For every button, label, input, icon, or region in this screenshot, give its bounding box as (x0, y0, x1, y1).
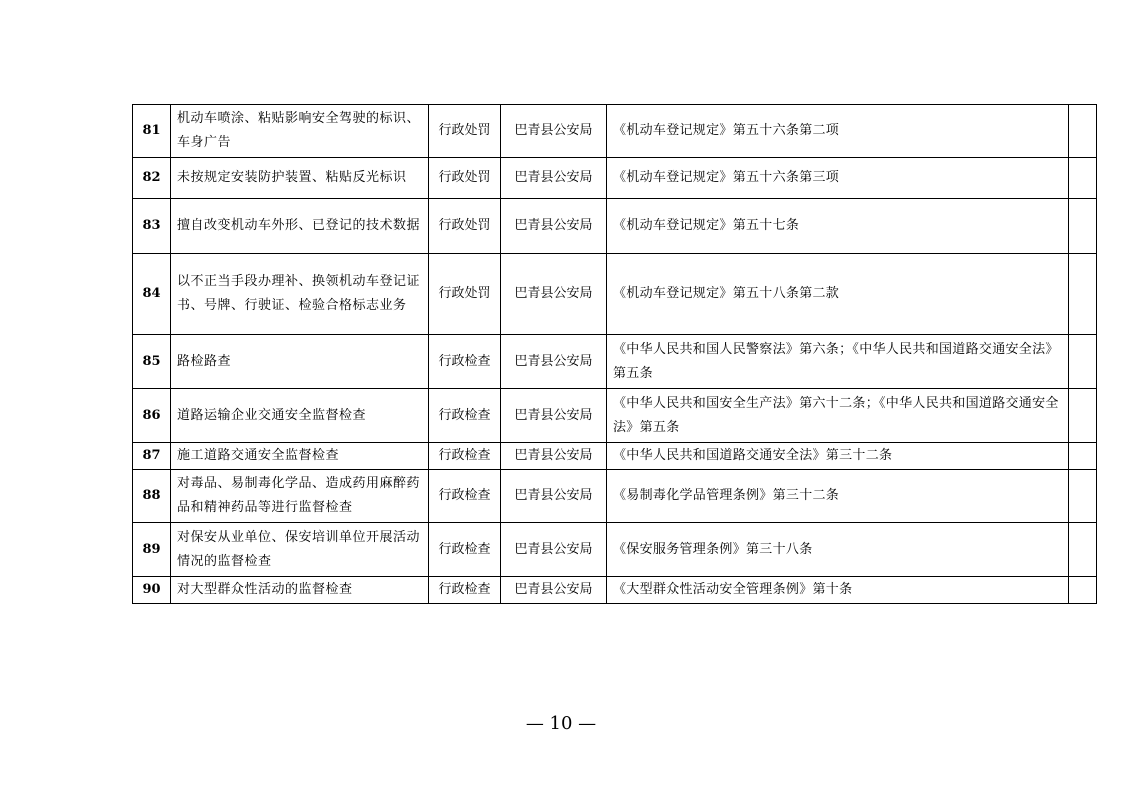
remarks-cell (1069, 523, 1097, 577)
legal-basis: 《机动车登记规定》第五十六条第三项 (607, 158, 1069, 199)
table-row (133, 158, 1097, 199)
row-number: 85 (133, 335, 171, 389)
legal-basis: 《中华人民共和国道路交通安全法》第三十二条 (607, 443, 1069, 470)
item-category: 行政检查 (429, 389, 501, 443)
table-row (133, 470, 1097, 523)
item-category: 行政处罚 (429, 254, 501, 335)
legal-basis: 《易制毒化学品管理条例》第三十二条 (607, 470, 1069, 523)
item-name: 对大型群众性活动的监督检查 (171, 577, 429, 604)
responsible-department: 巴青县公安局 (501, 577, 607, 604)
remarks-cell (1069, 199, 1097, 254)
responsible-department: 巴青县公安局 (501, 443, 607, 470)
row-number: 87 (133, 443, 171, 470)
item-category: 行政检查 (429, 523, 501, 577)
table-row (133, 443, 1097, 470)
table-row (133, 254, 1097, 335)
remarks-cell (1069, 335, 1097, 389)
table-row (133, 199, 1097, 254)
row-number: 83 (133, 199, 171, 254)
responsible-department: 巴青县公安局 (501, 389, 607, 443)
item-name: 施工道路交通安全监督检查 (171, 443, 429, 470)
item-name: 对毒品、易制毒化学品、造成药用麻醉药品和精神药品等进行监督检查 (171, 470, 429, 523)
item-name: 对保安从业单位、保安培训单位开展活动情况的监督检查 (171, 523, 429, 577)
item-name: 未按规定安装防护装置、粘贴反光标识 (171, 158, 429, 199)
legal-basis: 《中华人民共和国人民警察法》第六条；《中华人民共和国道路交通安全法》第五条 (607, 335, 1069, 389)
item-category: 行政检查 (429, 335, 501, 389)
item-category: 行政处罚 (429, 199, 501, 254)
responsible-department: 巴青县公安局 (501, 335, 607, 389)
enforcement-items-table (132, 104, 1097, 604)
row-number: 84 (133, 254, 171, 335)
row-number: 82 (133, 158, 171, 199)
row-number: 81 (133, 105, 171, 158)
legal-basis: 《机动车登记规定》第五十六条第二项 (607, 105, 1069, 158)
legal-basis: 《保安服务管理条例》第三十八条 (607, 523, 1069, 577)
item-category: 行政检查 (429, 577, 501, 604)
remarks-cell (1069, 158, 1097, 199)
item-category: 行政检查 (429, 443, 501, 470)
legal-basis: 《机动车登记规定》第五十七条 (607, 199, 1069, 254)
page-number: — 10 — (525, 713, 597, 734)
row-number: 86 (133, 389, 171, 443)
legal-basis: 《大型群众性活动安全管理条例》第十条 (607, 577, 1069, 604)
item-name: 路检路查 (171, 335, 429, 389)
responsible-department: 巴青县公安局 (501, 523, 607, 577)
responsible-department: 巴青县公安局 (501, 199, 607, 254)
item-category: 行政处罚 (429, 158, 501, 199)
row-number: 88 (133, 470, 171, 523)
row-number: 90 (133, 577, 171, 604)
responsible-department: 巴青县公安局 (501, 470, 607, 523)
row-number: 89 (133, 523, 171, 577)
remarks-cell (1069, 470, 1097, 523)
remarks-cell (1069, 577, 1097, 604)
item-category: 行政检查 (429, 470, 501, 523)
table-row (133, 389, 1097, 443)
item-category: 行政处罚 (429, 105, 501, 158)
table-row (133, 577, 1097, 604)
remarks-cell (1069, 254, 1097, 335)
item-name: 擅自改变机动车外形、已登记的技术数据 (171, 199, 429, 254)
remarks-cell (1069, 105, 1097, 158)
legal-basis: 《中华人民共和国安全生产法》第六十二条；《中华人民共和国道路交通安全法》第五条 (607, 389, 1069, 443)
responsible-department: 巴青县公安局 (501, 254, 607, 335)
remarks-cell (1069, 443, 1097, 470)
responsible-department: 巴青县公安局 (501, 105, 607, 158)
item-name: 道路运输企业交通安全监督检查 (171, 389, 429, 443)
legal-basis: 《机动车登记规定》第五十八条第二款 (607, 254, 1069, 335)
item-name: 机动车喷涂、粘贴影响安全驾驶的标识、车身广告 (171, 105, 429, 158)
remarks-cell (1069, 389, 1097, 443)
table-row (133, 105, 1097, 158)
responsible-department: 巴青县公安局 (501, 158, 607, 199)
item-name: 以不正当手段办理补、换领机动车登记证书、号牌、行驶证、检验合格标志业务 (171, 254, 429, 335)
table-row (133, 335, 1097, 389)
table-row (133, 523, 1097, 577)
